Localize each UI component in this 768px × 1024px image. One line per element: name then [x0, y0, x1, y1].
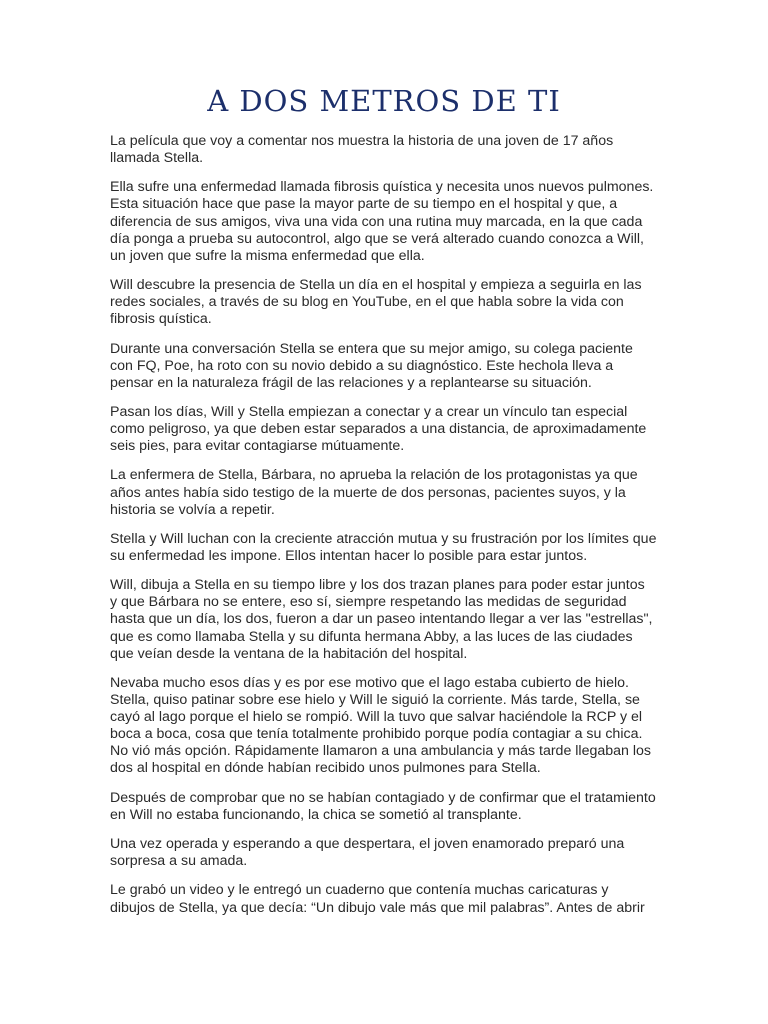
paragraph-4: Durante una conversación Stella se entera que su mejor amigo, su colega paciente con FQ, Poe, ha roto con su novio debido a su diagnóstico. Este hechola lleva a pensar en la naturaleza frágil de las relaciones y a replantearse su situación. [110, 340, 633, 391]
paragraph-2: Ella sufre una enfermedad llamada fibrosis quística y necesita unos nuevos pulmones. Esta situación hace que pase la mayor parte de su tiempo en el hospital y que, a diferencia de sus amigos, viva una vida con una rutina muy marcada, en la que cada día ponga a prueba su autocontrol, algo que se verá alterado cuando conozca a Will, un joven que sufre la misma enfermedad que ella. [110, 179, 654, 264]
paragraph-7: Stella y Will luchan con la creciente atracción mutua y su frustración por los límites que su enfermedad les impone. Ellos intentan hacer lo posible para estar juntos. [110, 530, 657, 564]
page-title: A DOS METROS DE TI [207, 84, 561, 118]
paragraph-10: Después de comprobar que no se habían contagiado y de confirmar que el tratamiento en Will no estaba funcionando, la chica se sometió al transplante. [110, 789, 656, 823]
paragraph-8: Will, dibuja a Stella en su tiempo libre y los dos trazan planes para poder estar juntos y que Bárbara no se entere, eso sí, siempre respetando las medidas de seguridad hasta que un día, los dos, fueron a dar un paseo intentando llegar a ver las "estrellas", que es como llamaba Stella y su difunta hermana Abby, a las luces de las ciudades que veían desde la ventana de la habitación del hospital. [110, 577, 653, 662]
paragraph-6: La enfermera de Stella, Bárbara, no aprueba la relación de los protagonistas ya que años antes había sido testigo de la muerte de dos personas, pacientes suyos, y la historia se volvía a repetir. [110, 467, 638, 518]
document-body [110, 133, 662, 929]
paragraph-1: La película que voy a comentar nos muestra la historia de una joven de 17 años llamada Stella. [110, 133, 614, 167]
paragraph-3: Will descubre la presencia de Stella un día en el hospital y empieza a seguirla en las redes sociales, a través de su blog en YouTube, en el que habla sobre la vida con fibrosis quística. [110, 277, 642, 328]
paragraph-12: Le grabó un video y le entregó un cuaderno que contenía muchas caricaturas y dibujos de Stella, ya que decía: “Un dibujo vale más que mil palabras”. Antes de abrir [110, 882, 645, 916]
paragraph-9: Nevaba mucho esos días y es por ese motivo que el lago estaba cubierto de hielo. Stella, quiso patinar sobre ese hielo y Will le siguió la corriente. Más tarde, Stella, se cayó al lago porque el hielo se rompió. Will la tuvo que salvar haciéndole la RCP y el boca a boca, cosa que tenía totalmente prohibido porque podía contagiar a su chica. No vió más opción. Rápidamente llamaron a una ambulancia y más tarde llegaban los dos al hospital en dónde habían recibido unos pulmones para Stella. [110, 674, 652, 777]
paragraph-5: Pasan los días, Will y Stella empiezan a conectar y a crear un vínculo tan especial como peligroso, ya que deben estar separados a una distancia, de aproximadamente seis pies, para evitar contagiarse mútuamente. [110, 403, 647, 455]
paragraph-11: Una vez operada y esperando a que despertara, el joven enamorado preparó una sorpresa a su amada. [110, 836, 625, 870]
